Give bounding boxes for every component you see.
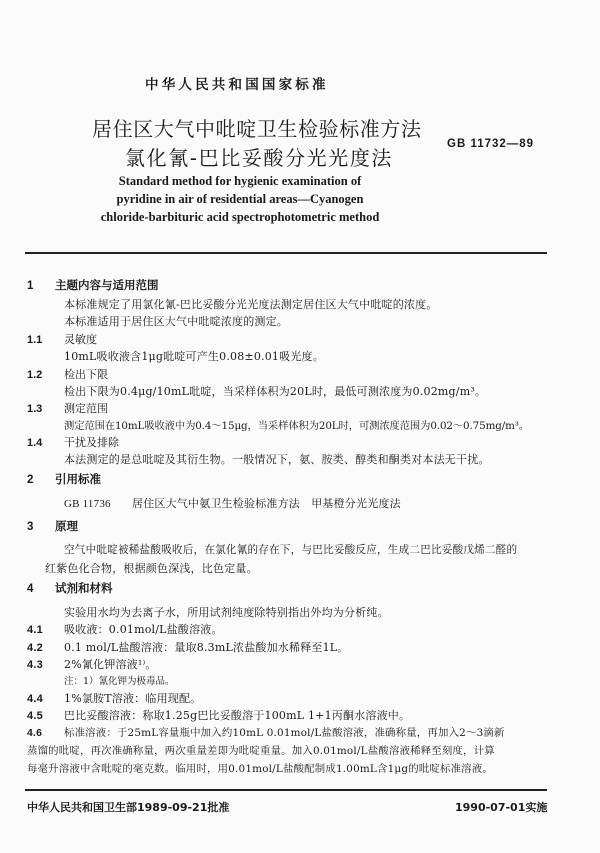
implementation-date: 1990-07-01实施: [455, 801, 548, 814]
title-chinese-line1: 居住区大气中吡啶卫生检验标准方法: [92, 117, 422, 141]
item-4-3: 4.3 2%氰化钾溶液¹⁾。: [27, 658, 157, 671]
national-standard-label: 中华人民共和国国家标准: [145, 77, 329, 93]
subsection-1-3-heading: 1.3 测定范围: [27, 402, 108, 415]
standard-number: GB 11732—89: [447, 138, 535, 150]
title-chinese-line2: 氯化氰-巴比妥酸分光光度法: [125, 146, 394, 170]
item-4-6-line1: 4.6 标准溶液：于25mL容量瓶中加入约10mL 0.01mol/L盐酸溶液，准确称量，再加入2～3滴新: [27, 727, 505, 739]
title-english-line1: Standard method for hygienic examination of: [118, 174, 362, 188]
item-4-1: 4.1 吸收液：0.01mol/L盐酸溶液。: [27, 623, 223, 636]
subsection-1-1-heading: 1.1 灵敏度: [27, 333, 97, 346]
section-2-heading: 2 引用标准: [27, 472, 101, 486]
section-1-para-2: 本标准适用于居住区大气中吡啶浓度的测定。: [64, 315, 288, 328]
subsection-1-3-text: 测定范围在10mL吸收液中为0.4～15μg，当采样体积为20L时，可测浓度范围为0.02～0.75mg/m³。: [64, 420, 529, 432]
header-divider: [25, 252, 547, 254]
footer-divider: [25, 789, 547, 791]
subsection-1-2-heading: 1.2 检出下限: [27, 368, 108, 381]
subsection-1-2-text: 检出下限为0.4μg/10mL吡啶，当采样体积为20L时，最低可测浓度为0.02mg/m³。: [64, 385, 487, 398]
reference-title: 居住区大气中氨卫生检验标准方法 甲基橙分光光度法: [132, 497, 401, 510]
section-1-heading: 1 主题内容与适用范围: [27, 278, 159, 292]
section-4-heading: 4 试剂和材料: [27, 581, 113, 595]
reference-code: GB 11736: [64, 498, 111, 510]
section-4-intro: 实验用水均为去离子水，所用试剂纯度除特别指出外均为分析纯。: [64, 606, 389, 619]
subsection-1-4-heading: 1.4 干扰及排除: [27, 436, 119, 449]
section-2-reference: [64, 495, 401, 511]
section-1-para-1: 本标准规定了用氯化氰-巴比妥酸分光光度法测定居住区大气中吡啶的浓度。: [64, 298, 438, 311]
item-4-5: 4.5 巴比妥酸溶液：称取1.25g巴比妥酸溶于100mL 1+1丙酮水溶液中。: [27, 709, 411, 722]
item-4-6-line3: 每毫升溶液中含吡啶的毫克数。临用时，用0.01mol/L盐酸配制成1.00mL含1μg的吡啶标准溶液。: [27, 763, 493, 775]
title-english-line3: chloride-barbituric acid spectrophotometric method: [100, 210, 380, 224]
footnote-potassium-cyanide: 注：1）氰化钾为极毒品。: [64, 676, 175, 687]
section-3-text-line1: 空气中吡啶被稀盐酸吸收后，在氯化氰的存在下，与巴比妥酸反应，生成二巴比妥酸戊烯二醛的: [64, 544, 518, 556]
section-3-text-line2: 红紫色化合物，根据颜色深浅，比色定量。: [45, 562, 258, 575]
approval-date: 中华人民共和国卫生部1989-09-21批准: [27, 801, 230, 814]
item-4-2: 4.2 0.1 mol/L盐酸溶液：量取8.3mL浓盐酸加水稀释至1L。: [27, 641, 349, 654]
title-english-line2: pyridine in air of residential areas—Cyanogen: [116, 192, 364, 206]
item-4-4: 4.4 1%氯胺T溶液：临用现配。: [27, 692, 202, 705]
item-4-6-line2: 蒸馏的吡啶，再次准确称量，两次重量差即为吡啶重量。加入0.01mol/L盐酸溶液稀释至刻度，计算: [27, 745, 495, 757]
subsection-1-4-text: 本法测定的是总吡啶及其衍生物。一般情况下，氨、胺类、醇类和酮类对本法无干扰。: [64, 453, 490, 466]
section-3-heading: 3 原理: [27, 519, 78, 533]
subsection-1-1-text: 10mL吸收液含1μg吡啶可产生0.08±0.01吸光度。: [64, 350, 324, 363]
